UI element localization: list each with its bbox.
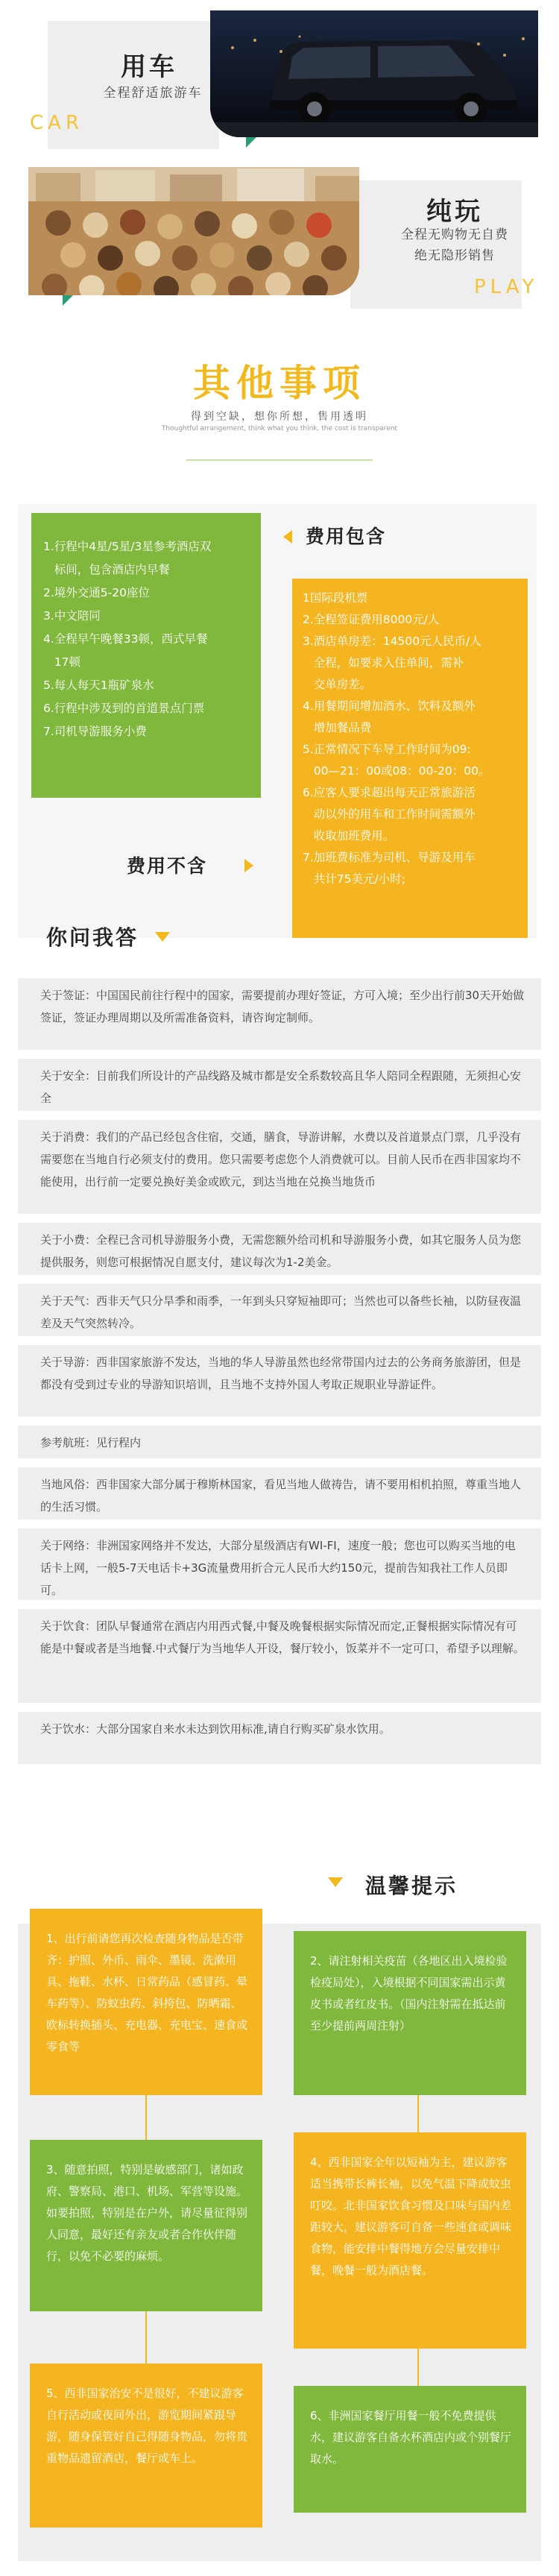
fees-included-box: [292, 579, 528, 938]
tannery-photo: [28, 167, 359, 295]
qa-item: 关于消费：我们的产品已经包含住宿，交通，膳食，导游讲解，水费以及首道景点门票，几乎没有需要您在当地自行必须支付的费用。您只需要考虑您个人消费就可以。目前人民币在西非国家均不能使用，出行前一定要兑换好美金或欧元，到达当地在兑换当地货币: [18, 1120, 541, 1214]
qa-item: 关于安全：目前我们所设计的产品线路及城市都是安全系数较高且华人陪同全程跟随，无须担心安全: [18, 1059, 541, 1111]
fee-line: 1.行程中4星/5星/3星参考酒店双: [43, 540, 212, 553]
fee-line: 7.司机导游服务小费: [43, 725, 147, 738]
car-subtitle: 全程舒适旅游车: [103, 86, 203, 101]
qa-item: 关于小费：全程已含司机导游服务小费，无需您额外给司机和导游服务小费，如其它服务人员为您提供服务，则您可根据情况自愿支付，建议每次为1-2美金。: [18, 1223, 541, 1275]
play-corner-accent: [63, 295, 73, 306]
fee-line: 收取加班费用。: [303, 829, 395, 843]
tip-connector: [145, 2095, 147, 2140]
fees-excluded-label: 费用不含: [127, 855, 208, 877]
divider-line: [186, 459, 373, 461]
qa-item: 关于饮食：团队早餐通常在酒店内用西式餐,中餐及晚餐根据实际情况而定,正餐根据实际情况有可能是中餐或者是当地餐.中式餐厅为当地华人开设，餐厅较小，饭菜并不一定可口，希望予以理解。: [18, 1609, 541, 1703]
fee-line: 4.用餐期间增加酒水、饮料及额外: [303, 699, 476, 713]
fees-included-label: 费用包含: [306, 526, 387, 547]
other-matters-title: 其他事项: [193, 362, 366, 405]
fee-line: 全程，如要求入住单间，需补: [303, 656, 464, 670]
fee-line: 2.全程签证费用8000元/人: [303, 613, 440, 626]
qa-chevron-icon: [155, 932, 170, 942]
qa-item: 当地风俗：西非国家大部分属于穆斯林国家，看见当地人做祷告，请不要用相机拍照，尊重当地人的生活习惯。: [18, 1467, 541, 1520]
car-en-label: CAR: [30, 112, 84, 134]
fee-line: 5.正常情况下车导工作时间为09:: [303, 743, 471, 756]
van-illustration: [210, 10, 538, 137]
fee-line: 00—21：00或08：00-20：00。: [303, 764, 490, 778]
other-matters-tagline-en: Thoughtful arrangement, think what you think, the cost is transparent: [161, 425, 398, 432]
tip-connector: [145, 2311, 147, 2364]
tip-connector: [417, 2349, 419, 2386]
qa-item: 关于饮水：大部分国家自来水未达到饮用标准,请自行购买矿泉水饮用。: [18, 1712, 541, 1764]
fees-included-arrow-icon: [283, 530, 292, 544]
play-en-label: PLAY: [474, 276, 539, 298]
fee-line: 3.酒店单房差：14500元人民币/人: [303, 634, 481, 648]
fee-line: 标间，包含酒店内早餐: [43, 563, 170, 576]
fee-line: 6.行程中涉及到的首道景点门票: [43, 702, 205, 715]
fee-line: 17顿: [43, 655, 81, 669]
tip-card: 3、随意拍照，特别是敏感部门，诸如政府、警察局、港口、机场、军营等设施。如要拍照，特别是在户外，请尽量征得别人同意，最好还有亲友或者合作伙伴随行，以免不必要的麻烦。: [30, 2140, 262, 2311]
fees-excluded-box: [31, 513, 261, 798]
qa-item: 关于导游：西非国家旅游不发达，当地的华人导游虽然也经常带国内过去的公务商务旅游团，但是都没有受到过专业的导游知识培训，且当地不支持外国人考取正规职业导游证件。: [18, 1345, 541, 1417]
play-title: 纯玩: [426, 197, 483, 227]
tip-connector: [417, 2095, 419, 2132]
qa-item: 关于签证：中国国民前往行程中的国家，需要提前办理好签证，方可入境；至少出行前30天开始做签证，签证办理周期以及所需准备资料，请咨询定制师。: [18, 978, 541, 1050]
fee-line: 共计75美元/小时;: [303, 872, 405, 886]
other-matters-tagline: 得到空缺，想你所想，售用透明: [191, 411, 368, 423]
fee-line: 动以外的用车和工作时间需额外: [303, 807, 476, 821]
tip-card: 4、西非国家全年以短袖为主，建议游客适当携带长裤长袖，以免气温下降或蚊虫叮咬。北非国家饮食习惯及口味与国内差距较大，建议游客可自备一些速食或调味食物，能安排中餐得地方会尽量安排中餐，晚餐一般为酒店餐。: [294, 2132, 526, 2349]
tips-title: 温馨提示: [365, 1874, 458, 1898]
tip-card: 6、非洲国家餐厅用餐一般不免费提供水，建议游客自备水杯酒店内或个别餐厅取水。: [294, 2386, 526, 2513]
qa-title: 你问我答: [46, 925, 139, 950]
car-title: 用车: [121, 52, 177, 82]
tip-card: 5、西非国家治安不是很好，不建议游客自行活动或夜间外出，游览期间紧跟导游，随身保管好自己得随身物品，勿将贵重物品遗留酒店，餐厅或车上。: [30, 2364, 262, 2528]
play-subtitle-2: 绝无隐形销售: [414, 248, 495, 263]
qa-item: 参考航班：见行程内: [18, 1426, 541, 1458]
car-photo: [210, 10, 538, 137]
fee-line: 交单房差。: [303, 678, 372, 691]
fee-line: 4.全程早午晚餐33顿，西式早餐: [43, 632, 208, 646]
fee-line: 7.加班费标准为司机、导游及用车: [303, 851, 476, 864]
play-subtitle-1: 全程无购物无自费: [401, 227, 508, 242]
fee-line: 6.应客人要求超出每天正常旅游活: [303, 786, 476, 799]
fees-excluded-arrow-icon: [244, 859, 253, 872]
tip-card: 2、请注射相关疫苗（各地区出入境检验检疫局处），入境根据不同国家需出示黄皮书或者红皮书。（国内注射需在抵达前至少提前两周注射）: [294, 1931, 526, 2095]
qa-item: 关于天气：西非天气只分旱季和雨季，一年到头只穿短袖即可；当然也可以备些长袖，以防昼夜温差及天气突然转冷。: [18, 1284, 541, 1336]
fee-line: 5.每人每天1瓶矿泉水: [43, 678, 154, 692]
fee-line: 1国际段机票: [303, 591, 368, 605]
fee-line: 2.境外交通5-20座位: [43, 586, 150, 599]
tip-card: 1、出行前请您再次检查随身物品是否带齐：护照、外币、雨伞、墨镜、洗漱用具、拖鞋、水杯、日常药品（感冒药、晕车药等）、防蚊虫药、斜挎包、防晒霜、欧标转换插头、充电器、充电宝、速食或零食等: [30, 1909, 262, 2095]
qa-item: 关于网络：非洲国家网络并不发达，大部分星级酒店有WI-FI，速度一般；您也可以购买当地的电话卡上网，一般5-7天电话卡+3G流量费用折合元人民币大约150元，提前告知我社工作人员即可。: [18, 1528, 541, 1600]
tannery-illustration: [28, 167, 359, 295]
fee-line: 3.中文陪同: [43, 609, 101, 623]
tips-chevron-icon: [328, 1877, 343, 1887]
car-corner-accent: [246, 137, 256, 148]
fee-line: 增加餐品费: [303, 721, 372, 734]
